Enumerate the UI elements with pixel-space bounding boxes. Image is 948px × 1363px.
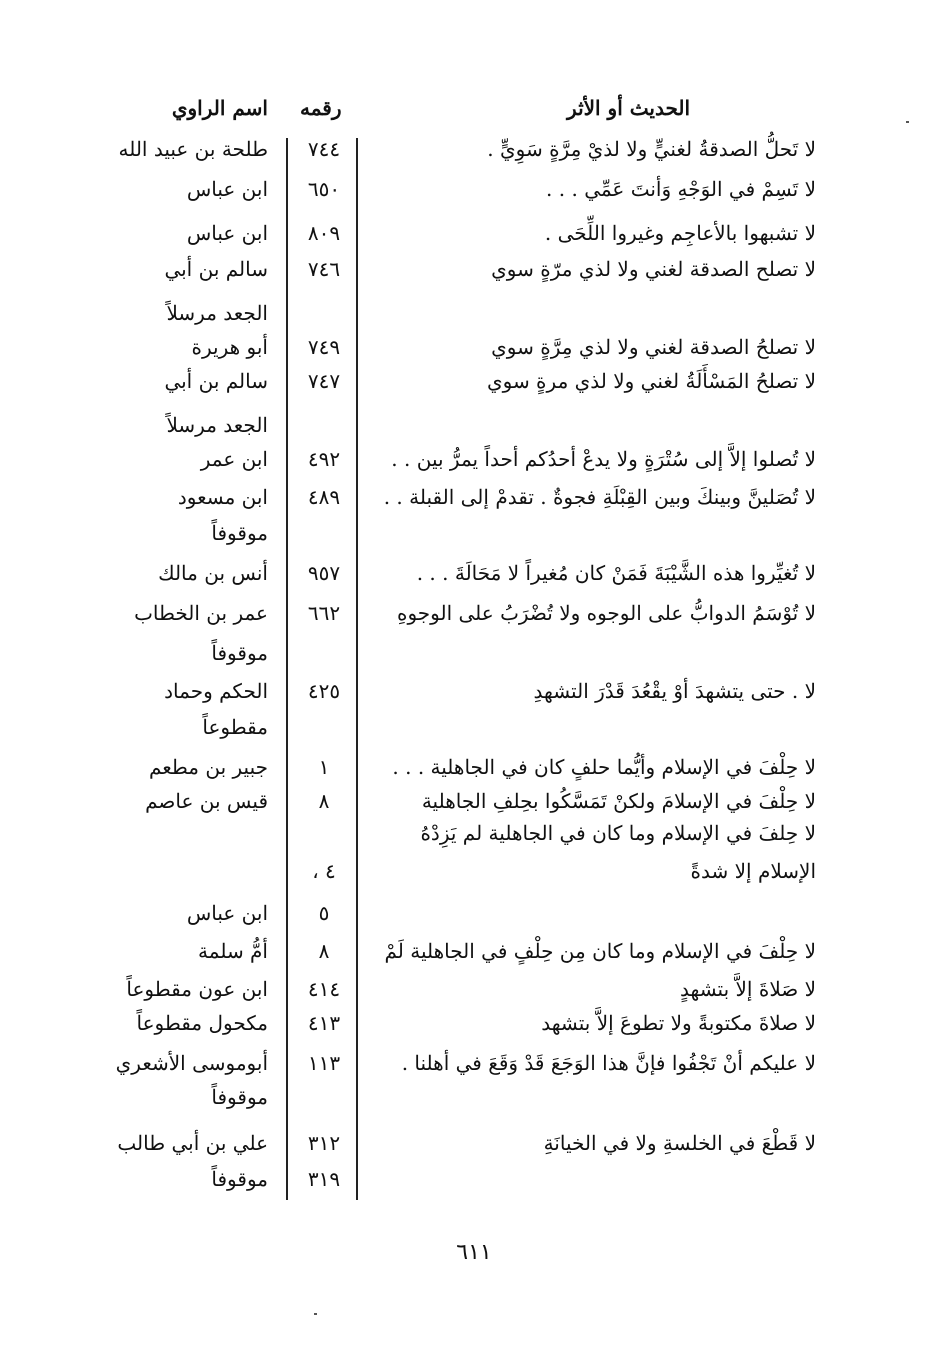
hadith-text: الإسلام إلا شدةً (690, 859, 816, 883)
hadith-number: ٦٥٠ (307, 177, 341, 201)
hadith-number: ١١٣ (307, 1051, 341, 1075)
hadith-text: لا تصلحُ المَسْأَلَةُ لغني ولا لذي مرةٍ سوي (486, 369, 816, 393)
hadith-number: ٨ (318, 789, 330, 813)
hadith-number: ٧٤٦ (307, 257, 341, 281)
scan-speck (906, 121, 909, 123)
narrator-name: مقطوعاً (202, 715, 268, 739)
narrator-name: الجعد مرسلاً (166, 413, 268, 437)
narrator-name: ابن مسعود (177, 485, 268, 509)
narrator-name: أنس بن مالك (158, 561, 268, 585)
narrator-name: علي بن أبي طالب (117, 1131, 268, 1155)
narrator-name: الحكم وحماد (164, 679, 268, 703)
narrator-name: موقوفاً (211, 641, 268, 665)
hadith-text: لا صلاةَ مكتوبةً ولا تطوعَ إلاَّ بتشهد (541, 1011, 816, 1035)
hadith-text: لا تُصلوا إلاَّ إلى سُتْرَةٍ ولا يدعْ أحدُكم أحداً يمرُّ بين . . (391, 447, 816, 471)
column-divider-left (286, 138, 288, 1200)
hadith-text: لا حِلْفَ في الإسلام وما كان مِن حِلْفٍ في الجاهلية لَمْ (384, 939, 816, 963)
column-divider-right (356, 138, 358, 1200)
hadith-number: ٧٤٩ (307, 335, 341, 359)
hadith-text: لا صَلاةَ إلاَّ بتشهدٍ (680, 977, 816, 1001)
hadith-number: ٤١٤ (307, 977, 341, 1001)
hadith-text: لا تَسِمْ في الوَجْهِ وَأنتَ عَمِّي . . . (546, 177, 816, 201)
scan-speck (314, 1313, 317, 1315)
hadith-text: لا تشبهوا بالأعاجِم وغيروا اللِّحَى . (544, 221, 816, 245)
hadith-number: ٤٩٢ (307, 447, 341, 471)
narrator-name: موقوفاً (211, 521, 268, 545)
hadith-text: لا تُغيِّروا هذه الشَّيْبَةَ فَمَنْ كان مُغيراً لا مَحَالَةَ . . . (416, 561, 816, 585)
hadith-text: لا عليكم أنْ تَجْفُوا فإنَّ هذا الوَجَعَ قَدْ وَقَعَ في أهلنا . (401, 1051, 816, 1075)
hadith-number: ٧٤٤ (307, 137, 341, 161)
hadith-number: ٨ (318, 939, 330, 963)
hadith-text: لا حِلفَ في الإسلام وما كان في الجاهلية لم يَزِدْهُ (420, 821, 816, 845)
hadith-text: لا تصلحُ الصدقة لغني ولا لذي مِرَّةٍ سوي (491, 335, 816, 359)
hadith-number: ١ (318, 755, 330, 779)
narrator-name: أبوموسى الأشعري (115, 1051, 268, 1075)
narrator-name: أبو هريرة (191, 335, 268, 359)
narrator-name: موقوفاً (211, 1085, 268, 1109)
narrator-name: سالم بن أبي (164, 257, 268, 281)
hadith-number: ٦٦٢ (307, 601, 341, 625)
hadith-number: ٤٨٩ (307, 485, 341, 509)
hadith-text: لا . حتى يتشهدَ أوْ يقْعُدَ قَدْرَ التشهدِ (533, 679, 816, 703)
hadith-text: لا قَطْعَ في الخلسةِ ولا في الخيانَةِ (543, 1131, 816, 1155)
hadith-text: لا تَحلُّ الصدقةُ لغنيٍّ ولا لذيْ مِرَّةٍ سَوِيٍّ . (487, 137, 816, 161)
narrator-name: ابن عباس (186, 221, 268, 245)
narrator-name: ابن عون مقطوعاً (126, 977, 268, 1001)
narrator-name: ابن عمر (200, 447, 268, 471)
hadith-number: ٨٠٩ (307, 221, 341, 245)
hadith-number: ٣١٩ (307, 1167, 341, 1191)
hadith-number: ٣١٢ (307, 1131, 341, 1155)
narrator-name: ابن عباس (186, 901, 268, 925)
hadith-number: ٤١٣ (307, 1011, 341, 1035)
narrator-name: سالم بن أبي (164, 369, 268, 393)
narrator-name: طلحة بن عبيد الله (118, 137, 268, 161)
narrator-name: موقوفاً (211, 1167, 268, 1191)
hadith-number: ٩٥٧ (307, 561, 341, 585)
hadith-text: لا تُصَلينَّ وبينكَ وبين القِبْلَةِ فجوةٌ . تقدمْ إلى القبلة . . (383, 485, 816, 509)
hadith-text: لا تصلح الصدقة لغني ولا لذي مرّةٍ سوي (491, 257, 816, 281)
page-number: ٦١١ (456, 1240, 492, 1265)
hadith-number: ٥ (318, 901, 330, 925)
hadith-text: لا تُوْسَمُ الدوابُّ على الوجوه ولا تُضْرَبُ على الوجوهِ (396, 601, 816, 625)
narrator-name: أمُّ سلمة (198, 939, 268, 963)
header-narrator: اسم الراوي (171, 96, 268, 120)
hadith-text: لا حِلْفَ في الإسلامَ ولكنْ تَمَسَّكُوا بحِلفِ الجاهلية (421, 789, 816, 813)
narrator-name: مكحول مقطوعاً (136, 1011, 268, 1035)
narrator-name: قيس بن عاصم (145, 789, 268, 813)
hadith-number: ٤ ، (312, 859, 336, 883)
hadith-number: ٤٢٥ (307, 679, 341, 703)
narrator-name: عمر بن الخطاب (134, 601, 268, 625)
header-hadith: الحديث أو الأثر (567, 96, 690, 120)
narrator-name: الجعد مرسلاً (166, 301, 268, 325)
hadith-number: ٧٤٧ (307, 369, 341, 393)
header-number: رقمه (300, 96, 342, 120)
hadith-text: لا حِلْفَ في الإسلام وأيُّما حلفٍ كان في الجاهلية . . . (392, 755, 816, 779)
narrator-name: جبير بن مطعم (148, 755, 268, 779)
narrator-name: ابن عباس (186, 177, 268, 201)
